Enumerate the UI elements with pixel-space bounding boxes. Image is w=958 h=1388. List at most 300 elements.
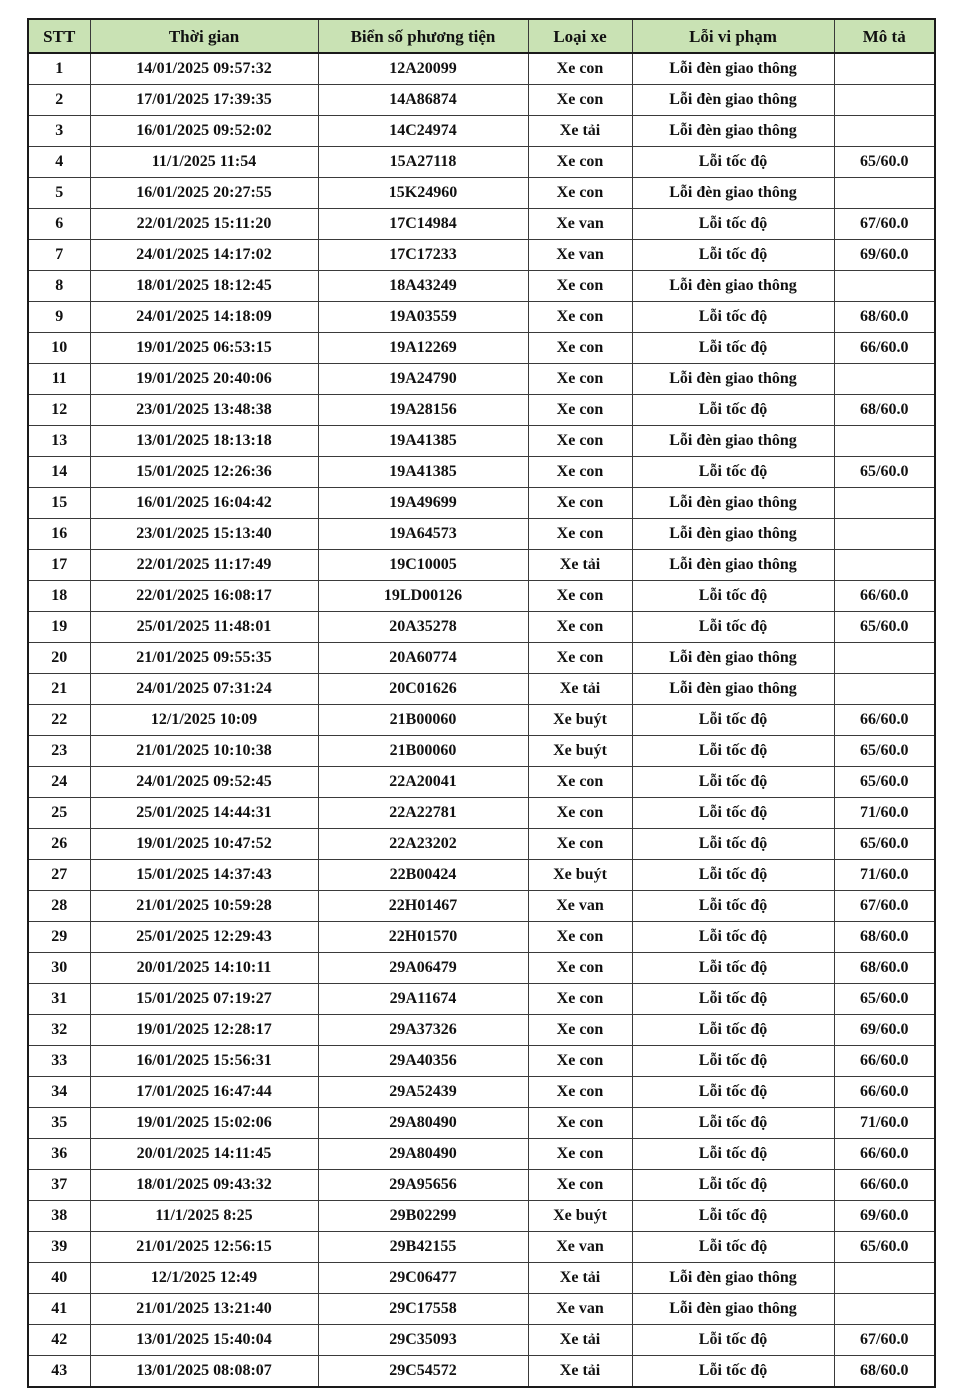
cell-stt: 12 <box>28 395 90 426</box>
cell-viol: Lỗi tốc độ <box>632 736 834 767</box>
cell-desc: 65/60.0 <box>834 457 935 488</box>
cell-plate: 20A35278 <box>318 612 528 643</box>
table-row <box>28 612 935 643</box>
cell-stt: 10 <box>28 333 90 364</box>
cell-time: 17/01/2025 16:47:44 <box>90 1077 318 1108</box>
column-header-type: Loại xe <box>528 19 632 53</box>
cell-time: 13/01/2025 18:13:18 <box>90 426 318 457</box>
cell-stt: 11 <box>28 364 90 395</box>
cell-viol: Lỗi tốc độ <box>632 829 834 860</box>
cell-plate: 29A80490 <box>318 1139 528 1170</box>
column-header-plate: Biển số phương tiện <box>318 19 528 53</box>
cell-time: 15/01/2025 07:19:27 <box>90 984 318 1015</box>
cell-stt: 30 <box>28 953 90 984</box>
cell-stt: 16 <box>28 519 90 550</box>
cell-stt: 40 <box>28 1263 90 1294</box>
table-row <box>28 798 935 829</box>
cell-plate: 22A20041 <box>318 767 528 798</box>
cell-stt: 20 <box>28 643 90 674</box>
cell-time: 15/01/2025 12:26:36 <box>90 457 318 488</box>
cell-time: 13/01/2025 15:40:04 <box>90 1325 318 1356</box>
cell-desc: 66/60.0 <box>834 705 935 736</box>
cell-stt: 5 <box>28 178 90 209</box>
cell-time: 19/01/2025 10:47:52 <box>90 829 318 860</box>
cell-plate: 29A80490 <box>318 1108 528 1139</box>
cell-type: Xe con <box>528 1139 632 1170</box>
cell-type: Xe buýt <box>528 736 632 767</box>
cell-plate: 29B42155 <box>318 1232 528 1263</box>
cell-time: 11/1/2025 11:54 <box>90 147 318 178</box>
table-row <box>28 891 935 922</box>
cell-viol: Lỗi đèn giao thông <box>632 85 834 116</box>
table-row <box>28 209 935 240</box>
cell-stt: 37 <box>28 1170 90 1201</box>
cell-plate: 22H01570 <box>318 922 528 953</box>
cell-viol: Lỗi tốc độ <box>632 953 834 984</box>
cell-stt: 38 <box>28 1201 90 1232</box>
cell-desc <box>834 53 935 85</box>
cell-viol: Lỗi tốc độ <box>632 1170 834 1201</box>
cell-stt: 9 <box>28 302 90 333</box>
cell-viol: Lỗi tốc độ <box>632 1108 834 1139</box>
cell-time: 23/01/2025 13:48:38 <box>90 395 318 426</box>
table-row <box>28 1325 935 1356</box>
table-row <box>28 333 935 364</box>
cell-time: 17/01/2025 17:39:35 <box>90 85 318 116</box>
cell-desc: 66/60.0 <box>834 1046 935 1077</box>
cell-plate: 19LD00126 <box>318 581 528 612</box>
cell-viol: Lỗi tốc độ <box>632 860 834 891</box>
traffic-violation-table <box>27 18 936 1388</box>
cell-plate: 15K24960 <box>318 178 528 209</box>
cell-type: Xe con <box>528 1108 632 1139</box>
cell-viol: Lỗi tốc độ <box>632 581 834 612</box>
table-row <box>28 984 935 1015</box>
cell-stt: 31 <box>28 984 90 1015</box>
cell-stt: 34 <box>28 1077 90 1108</box>
table-row <box>28 1139 935 1170</box>
cell-type: Xe tải <box>528 1325 632 1356</box>
cell-plate: 22A23202 <box>318 829 528 860</box>
table-row <box>28 1108 935 1139</box>
table-header <box>28 19 935 53</box>
cell-plate: 29A37326 <box>318 1015 528 1046</box>
cell-desc <box>834 1263 935 1294</box>
cell-desc: 66/60.0 <box>834 1139 935 1170</box>
cell-type: Xe con <box>528 53 632 85</box>
cell-time: 21/01/2025 10:59:28 <box>90 891 318 922</box>
cell-time: 19/01/2025 15:02:06 <box>90 1108 318 1139</box>
cell-plate: 19A64573 <box>318 519 528 550</box>
column-header-viol: Lỗi vi phạm <box>632 19 834 53</box>
cell-stt: 3 <box>28 116 90 147</box>
cell-desc: 67/60.0 <box>834 209 935 240</box>
cell-viol: Lỗi tốc độ <box>632 457 834 488</box>
cell-desc: 65/60.0 <box>834 829 935 860</box>
cell-time: 15/01/2025 14:37:43 <box>90 860 318 891</box>
table-row <box>28 1201 935 1232</box>
cell-plate: 22B00424 <box>318 860 528 891</box>
cell-stt: 25 <box>28 798 90 829</box>
table-row <box>28 488 935 519</box>
cell-time: 23/01/2025 15:13:40 <box>90 519 318 550</box>
cell-desc: 69/60.0 <box>834 240 935 271</box>
cell-type: Xe con <box>528 333 632 364</box>
cell-plate: 29B02299 <box>318 1201 528 1232</box>
cell-stt: 22 <box>28 705 90 736</box>
cell-type: Xe con <box>528 984 632 1015</box>
cell-plate: 19A24790 <box>318 364 528 395</box>
cell-viol: Lỗi đèn giao thông <box>632 1294 834 1325</box>
cell-desc: 68/60.0 <box>834 302 935 333</box>
cell-plate: 22A22781 <box>318 798 528 829</box>
cell-type: Xe con <box>528 426 632 457</box>
table-row <box>28 178 935 209</box>
cell-desc <box>834 178 935 209</box>
table-row <box>28 705 935 736</box>
table-row <box>28 426 935 457</box>
cell-plate: 19A28156 <box>318 395 528 426</box>
cell-time: 25/01/2025 11:48:01 <box>90 612 318 643</box>
cell-type: Xe van <box>528 891 632 922</box>
table-row <box>28 302 935 333</box>
cell-time: 24/01/2025 14:18:09 <box>90 302 318 333</box>
cell-desc: 65/60.0 <box>834 612 935 643</box>
cell-viol: Lỗi tốc độ <box>632 395 834 426</box>
cell-plate: 29C35093 <box>318 1325 528 1356</box>
cell-stt: 33 <box>28 1046 90 1077</box>
cell-stt: 28 <box>28 891 90 922</box>
cell-viol: Lỗi tốc độ <box>632 1077 834 1108</box>
cell-viol: Lỗi đèn giao thông <box>632 488 834 519</box>
cell-plate: 29C17558 <box>318 1294 528 1325</box>
cell-viol: Lỗi tốc độ <box>632 705 834 736</box>
table-row <box>28 829 935 860</box>
cell-type: Xe buýt <box>528 705 632 736</box>
cell-viol: Lỗi đèn giao thông <box>632 519 834 550</box>
cell-plate: 17C14984 <box>318 209 528 240</box>
table-row <box>28 116 935 147</box>
cell-viol: Lỗi đèn giao thông <box>632 426 834 457</box>
cell-plate: 19C10005 <box>318 550 528 581</box>
cell-type: Xe con <box>528 643 632 674</box>
cell-plate: 15A27118 <box>318 147 528 178</box>
cell-type: Xe con <box>528 953 632 984</box>
cell-time: 19/01/2025 20:40:06 <box>90 364 318 395</box>
cell-type: Xe con <box>528 922 632 953</box>
cell-plate: 19A49699 <box>318 488 528 519</box>
cell-desc <box>834 643 935 674</box>
cell-viol: Lỗi tốc độ <box>632 1046 834 1077</box>
cell-type: Xe con <box>528 271 632 302</box>
table-row <box>28 860 935 891</box>
cell-time: 24/01/2025 07:31:24 <box>90 674 318 705</box>
table-row <box>28 1356 935 1388</box>
cell-stt: 39 <box>28 1232 90 1263</box>
cell-desc: 68/60.0 <box>834 953 935 984</box>
cell-viol: Lỗi tốc độ <box>632 333 834 364</box>
cell-time: 16/01/2025 15:56:31 <box>90 1046 318 1077</box>
cell-type: Xe con <box>528 581 632 612</box>
table-row <box>28 953 935 984</box>
cell-plate: 14C24974 <box>318 116 528 147</box>
cell-viol: Lỗi tốc độ <box>632 1325 834 1356</box>
table-row <box>28 1263 935 1294</box>
cell-type: Xe con <box>528 457 632 488</box>
cell-stt: 14 <box>28 457 90 488</box>
cell-desc: 71/60.0 <box>834 1108 935 1139</box>
cell-stt: 17 <box>28 550 90 581</box>
cell-plate: 21B00060 <box>318 736 528 767</box>
cell-desc <box>834 85 935 116</box>
cell-time: 21/01/2025 09:55:35 <box>90 643 318 674</box>
table-row <box>28 550 935 581</box>
cell-time: 16/01/2025 16:04:42 <box>90 488 318 519</box>
cell-viol: Lỗi tốc độ <box>632 612 834 643</box>
cell-viol: Lỗi tốc độ <box>632 302 834 333</box>
cell-type: Xe con <box>528 1046 632 1077</box>
cell-viol: Lỗi tốc độ <box>632 147 834 178</box>
cell-desc: 65/60.0 <box>834 767 935 798</box>
cell-type: Xe van <box>528 1232 632 1263</box>
cell-desc: 67/60.0 <box>834 1325 935 1356</box>
cell-stt: 13 <box>28 426 90 457</box>
cell-time: 21/01/2025 12:56:15 <box>90 1232 318 1263</box>
table-row <box>28 85 935 116</box>
cell-desc: 68/60.0 <box>834 922 935 953</box>
cell-plate: 29A40356 <box>318 1046 528 1077</box>
cell-plate: 20C01626 <box>318 674 528 705</box>
cell-time: 12/1/2025 12:49 <box>90 1263 318 1294</box>
cell-time: 16/01/2025 09:52:02 <box>90 116 318 147</box>
table-row <box>28 643 935 674</box>
cell-viol: Lỗi đèn giao thông <box>632 53 834 85</box>
cell-desc: 66/60.0 <box>834 333 935 364</box>
cell-time: 14/01/2025 09:57:32 <box>90 53 318 85</box>
cell-desc <box>834 1294 935 1325</box>
cell-type: Xe con <box>528 767 632 798</box>
cell-desc: 65/60.0 <box>834 1232 935 1263</box>
cell-type: Xe con <box>528 364 632 395</box>
table-row <box>28 1077 935 1108</box>
cell-stt: 23 <box>28 736 90 767</box>
cell-plate: 19A03559 <box>318 302 528 333</box>
cell-plate: 29A95656 <box>318 1170 528 1201</box>
cell-stt: 2 <box>28 85 90 116</box>
cell-type: Xe con <box>528 1015 632 1046</box>
cell-type: Xe tải <box>528 1263 632 1294</box>
table-row <box>28 271 935 302</box>
cell-viol: Lỗi tốc độ <box>632 922 834 953</box>
cell-viol: Lỗi tốc độ <box>632 240 834 271</box>
cell-stt: 4 <box>28 147 90 178</box>
cell-desc <box>834 519 935 550</box>
table-row <box>28 922 935 953</box>
cell-type: Xe con <box>528 612 632 643</box>
cell-stt: 42 <box>28 1325 90 1356</box>
cell-desc <box>834 488 935 519</box>
table-row <box>28 674 935 705</box>
cell-plate: 29A52439 <box>318 1077 528 1108</box>
cell-time: 20/01/2025 14:11:45 <box>90 1139 318 1170</box>
cell-desc: 71/60.0 <box>834 860 935 891</box>
cell-viol: Lỗi đèn giao thông <box>632 1263 834 1294</box>
cell-desc <box>834 271 935 302</box>
cell-plate: 29C06477 <box>318 1263 528 1294</box>
cell-time: 12/1/2025 10:09 <box>90 705 318 736</box>
header-row <box>28 19 935 53</box>
cell-stt: 21 <box>28 674 90 705</box>
cell-time: 21/01/2025 10:10:38 <box>90 736 318 767</box>
cell-time: 21/01/2025 13:21:40 <box>90 1294 318 1325</box>
cell-viol: Lỗi đèn giao thông <box>632 550 834 581</box>
column-header-time: Thời gian <box>90 19 318 53</box>
table-row <box>28 1232 935 1263</box>
cell-type: Xe con <box>528 488 632 519</box>
table-row <box>28 457 935 488</box>
cell-stt: 1 <box>28 53 90 85</box>
cell-plate: 17C17233 <box>318 240 528 271</box>
cell-time: 24/01/2025 09:52:45 <box>90 767 318 798</box>
table-row <box>28 364 935 395</box>
cell-time: 18/01/2025 18:12:45 <box>90 271 318 302</box>
table-row <box>28 519 935 550</box>
cell-stt: 26 <box>28 829 90 860</box>
cell-viol: Lỗi tốc độ <box>632 1139 834 1170</box>
cell-type: Xe tải <box>528 674 632 705</box>
cell-time: 22/01/2025 16:08:17 <box>90 581 318 612</box>
cell-viol: Lỗi tốc độ <box>632 1201 834 1232</box>
cell-type: Xe con <box>528 1170 632 1201</box>
cell-type: Xe van <box>528 240 632 271</box>
cell-stt: 27 <box>28 860 90 891</box>
cell-type: Xe con <box>528 395 632 426</box>
cell-time: 20/01/2025 14:10:11 <box>90 953 318 984</box>
cell-viol: Lỗi đèn giao thông <box>632 674 834 705</box>
cell-viol: Lỗi đèn giao thông <box>632 643 834 674</box>
cell-type: Xe con <box>528 178 632 209</box>
cell-type: Xe con <box>528 829 632 860</box>
cell-viol: Lỗi đèn giao thông <box>632 178 834 209</box>
cell-type: Xe buýt <box>528 1201 632 1232</box>
cell-desc: 67/60.0 <box>834 891 935 922</box>
table-row <box>28 395 935 426</box>
cell-stt: 19 <box>28 612 90 643</box>
cell-time: 25/01/2025 14:44:31 <box>90 798 318 829</box>
cell-type: Xe tải <box>528 550 632 581</box>
table-row <box>28 240 935 271</box>
cell-time: 25/01/2025 12:29:43 <box>90 922 318 953</box>
table-row <box>28 1015 935 1046</box>
cell-type: Xe tải <box>528 1356 632 1388</box>
cell-viol: Lỗi tốc độ <box>632 891 834 922</box>
cell-viol: Lỗi tốc độ <box>632 767 834 798</box>
cell-stt: 24 <box>28 767 90 798</box>
cell-time: 22/01/2025 11:17:49 <box>90 550 318 581</box>
cell-type: Xe buýt <box>528 860 632 891</box>
cell-type: Xe tải <box>528 116 632 147</box>
cell-desc: 68/60.0 <box>834 395 935 426</box>
cell-time: 11/1/2025 8:25 <box>90 1201 318 1232</box>
cell-stt: 36 <box>28 1139 90 1170</box>
cell-viol: Lỗi đèn giao thông <box>632 364 834 395</box>
cell-plate: 12A20099 <box>318 53 528 85</box>
cell-time: 18/01/2025 09:43:32 <box>90 1170 318 1201</box>
cell-time: 16/01/2025 20:27:55 <box>90 178 318 209</box>
cell-stt: 15 <box>28 488 90 519</box>
cell-stt: 29 <box>28 922 90 953</box>
cell-desc: 69/60.0 <box>834 1015 935 1046</box>
cell-viol: Lỗi tốc độ <box>632 798 834 829</box>
cell-desc: 68/60.0 <box>834 1356 935 1388</box>
table-row <box>28 147 935 178</box>
cell-stt: 8 <box>28 271 90 302</box>
cell-type: Xe con <box>528 302 632 333</box>
cell-stt: 18 <box>28 581 90 612</box>
cell-time: 19/01/2025 12:28:17 <box>90 1015 318 1046</box>
cell-type: Xe con <box>528 85 632 116</box>
cell-plate: 19A41385 <box>318 457 528 488</box>
cell-time: 22/01/2025 15:11:20 <box>90 209 318 240</box>
cell-stt: 7 <box>28 240 90 271</box>
cell-desc: 66/60.0 <box>834 581 935 612</box>
table-row <box>28 767 935 798</box>
table-row <box>28 1170 935 1201</box>
cell-desc: 66/60.0 <box>834 1170 935 1201</box>
cell-desc <box>834 116 935 147</box>
cell-viol: Lỗi tốc độ <box>632 1015 834 1046</box>
cell-plate: 29A11674 <box>318 984 528 1015</box>
table-row <box>28 1294 935 1325</box>
cell-time: 24/01/2025 14:17:02 <box>90 240 318 271</box>
cell-stt: 6 <box>28 209 90 240</box>
cell-viol: Lỗi đèn giao thông <box>632 271 834 302</box>
cell-stt: 43 <box>28 1356 90 1388</box>
column-header-desc: Mô tả <box>834 19 935 53</box>
cell-plate: 29C54572 <box>318 1356 528 1388</box>
cell-type: Xe van <box>528 1294 632 1325</box>
table-row <box>28 1046 935 1077</box>
cell-viol: Lỗi tốc độ <box>632 1232 834 1263</box>
cell-desc: 65/60.0 <box>834 736 935 767</box>
cell-stt: 41 <box>28 1294 90 1325</box>
cell-plate: 20A60774 <box>318 643 528 674</box>
cell-viol: Lỗi tốc độ <box>632 209 834 240</box>
cell-desc <box>834 426 935 457</box>
cell-viol: Lỗi tốc độ <box>632 1356 834 1388</box>
table-row <box>28 581 935 612</box>
cell-stt: 35 <box>28 1108 90 1139</box>
cell-type: Xe van <box>528 209 632 240</box>
cell-time: 19/01/2025 06:53:15 <box>90 333 318 364</box>
cell-desc <box>834 364 935 395</box>
cell-desc <box>834 674 935 705</box>
cell-viol: Lỗi đèn giao thông <box>632 116 834 147</box>
cell-plate: 19A12269 <box>318 333 528 364</box>
cell-plate: 21B00060 <box>318 705 528 736</box>
cell-desc: 66/60.0 <box>834 1077 935 1108</box>
cell-plate: 22H01467 <box>318 891 528 922</box>
table-row <box>28 53 935 85</box>
cell-desc: 65/60.0 <box>834 984 935 1015</box>
column-header-stt: STT <box>28 19 90 53</box>
cell-time: 13/01/2025 08:08:07 <box>90 1356 318 1388</box>
cell-plate: 18A43249 <box>318 271 528 302</box>
cell-plate: 19A41385 <box>318 426 528 457</box>
cell-desc: 69/60.0 <box>834 1201 935 1232</box>
cell-type: Xe con <box>528 1077 632 1108</box>
cell-type: Xe con <box>528 798 632 829</box>
